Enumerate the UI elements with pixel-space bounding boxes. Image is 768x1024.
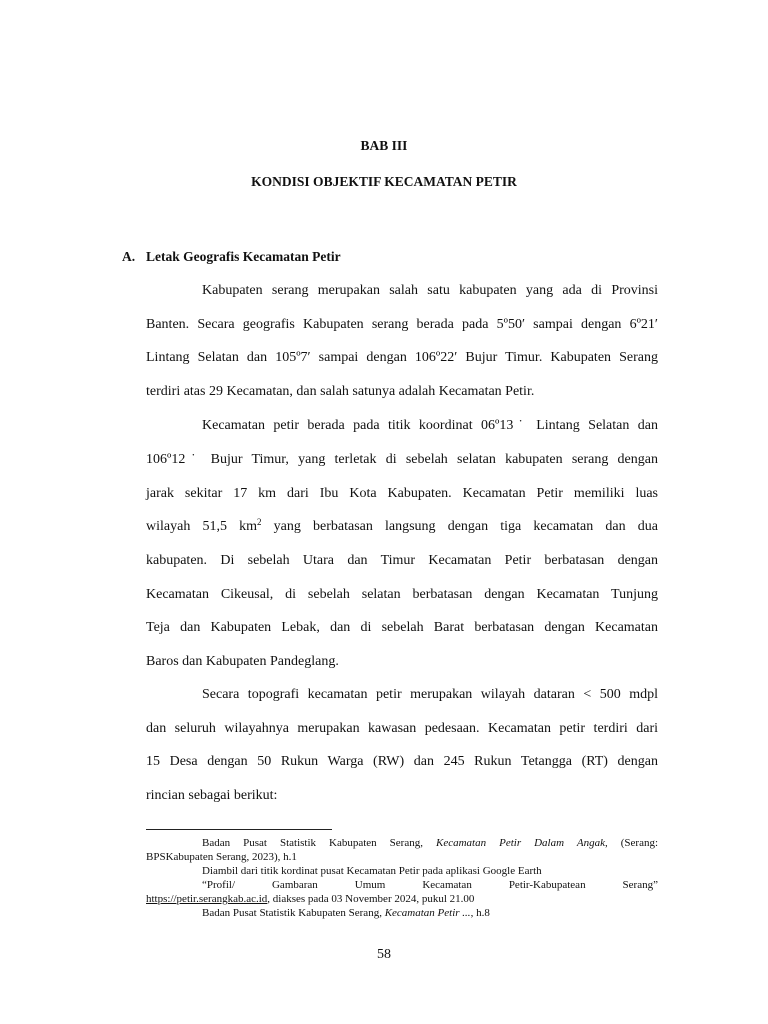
- footnote-link[interactable]: https://petir.serangkab.ac.id: [146, 893, 268, 905]
- body-line: jarak sekitar 17 km dari Ibu Kota Kabupaten. Kecamatan Petir memiliki luas: [146, 486, 658, 501]
- footnote-text: , (Serang:: [604, 837, 659, 849]
- body-line: 106º12˙ Bujur Timur, yang terletak di sebelah selatan kabupaten serang dengan: [146, 452, 658, 467]
- footnote-3: “Profil/ Gambaran Umum Kecamatan Petir-Kabupatean Serang”: [202, 879, 658, 891]
- chapter-title: KONDISI OBJEKTIF KECAMATAN PETIR: [251, 174, 517, 189]
- section-heading: [122, 249, 341, 265]
- body-line: Secara topografi kecamatan petir merupakan wilayah dataran < 500 mdpl: [202, 687, 658, 702]
- section-letter: A.: [122, 249, 136, 264]
- body-line: kabupaten. Di sebelah Utara dan Timur Kecamatan Petir berbatasan dengan: [146, 553, 658, 568]
- body-line: Baros dan Kabupaten Pandeglang.: [146, 654, 339, 669]
- footnote-4: [202, 907, 658, 920]
- footnote-separator: [146, 829, 332, 830]
- section-title: Letak Geografis Kecamatan Petir: [146, 249, 341, 264]
- body-line: 15 Desa dengan 50 Rukun Warga (RW) dan 245 Rukun Tetangga (RT) dengan: [146, 754, 658, 769]
- body-line: dan seluruh wilayahnya merupakan kawasan pedesaan. Kecamatan petir terdiri dari: [146, 721, 658, 736]
- body-line-with-superscript: [146, 519, 658, 535]
- footnote-text: Badan Pusat Statistik Kabupaten Serang,: [202, 907, 385, 919]
- superscript: 2: [257, 517, 262, 527]
- body-line: rincian sebagai berikut:: [146, 788, 278, 803]
- body-line: Lintang Selatan dan 105º7′ sampai dengan 106º22′ Bujur Timur. Kabupaten Serang: [146, 350, 658, 365]
- footnote-text: Badan Pusat Statistik Kabupaten Serang,: [202, 837, 436, 849]
- footnote-text: , h.8: [470, 907, 490, 919]
- footnote-text: , diakses pada 03 November 2024, pukul 21.00: [267, 893, 475, 905]
- body-line: Kecamatan Cikeusal, di sebelah selatan berbatasan dengan Kecamatan Tunjung: [146, 587, 658, 602]
- body-line: Kabupaten serang merupakan salah satu kabupaten yang ada di Provinsi: [202, 283, 658, 298]
- body-line: Teja dan Kabupaten Lebak, dan di sebelah Barat berbatasan dengan Kecamatan: [146, 620, 658, 635]
- footnote-title: Kecamatan Petir ...: [384, 907, 471, 919]
- page-number: 58: [377, 947, 391, 962]
- body-line: Banten. Secara geografis Kabupaten serang berada pada 5º50′ sampai dengan 6º21′: [146, 317, 658, 332]
- footnote-2: Diambil dari titik kordinat pusat Kecamatan Petir pada aplikasi Google Earth: [202, 865, 542, 877]
- footnote-1-line-2: BPSKabupaten Serang, 2023), h.1: [146, 851, 297, 863]
- chapter-number: BAB III: [360, 138, 408, 153]
- body-text: yang berbatasan langsung dengan tiga kecamatan dan dua: [261, 519, 658, 534]
- body-text: wilayah 51,5 km: [146, 519, 257, 534]
- body-line: terdiri atas 29 Kecamatan, dan salah satunya adalah Kecamatan Petir.: [146, 384, 535, 399]
- footnote-3-line-2: [146, 893, 658, 906]
- body-line: Kecamatan petir berada pada titik koordinat 06º13˙ Lintang Selatan dan: [202, 418, 658, 433]
- footnote-1: [202, 837, 658, 850]
- footnote-title: Kecamatan Petir Dalam Angak: [436, 837, 605, 849]
